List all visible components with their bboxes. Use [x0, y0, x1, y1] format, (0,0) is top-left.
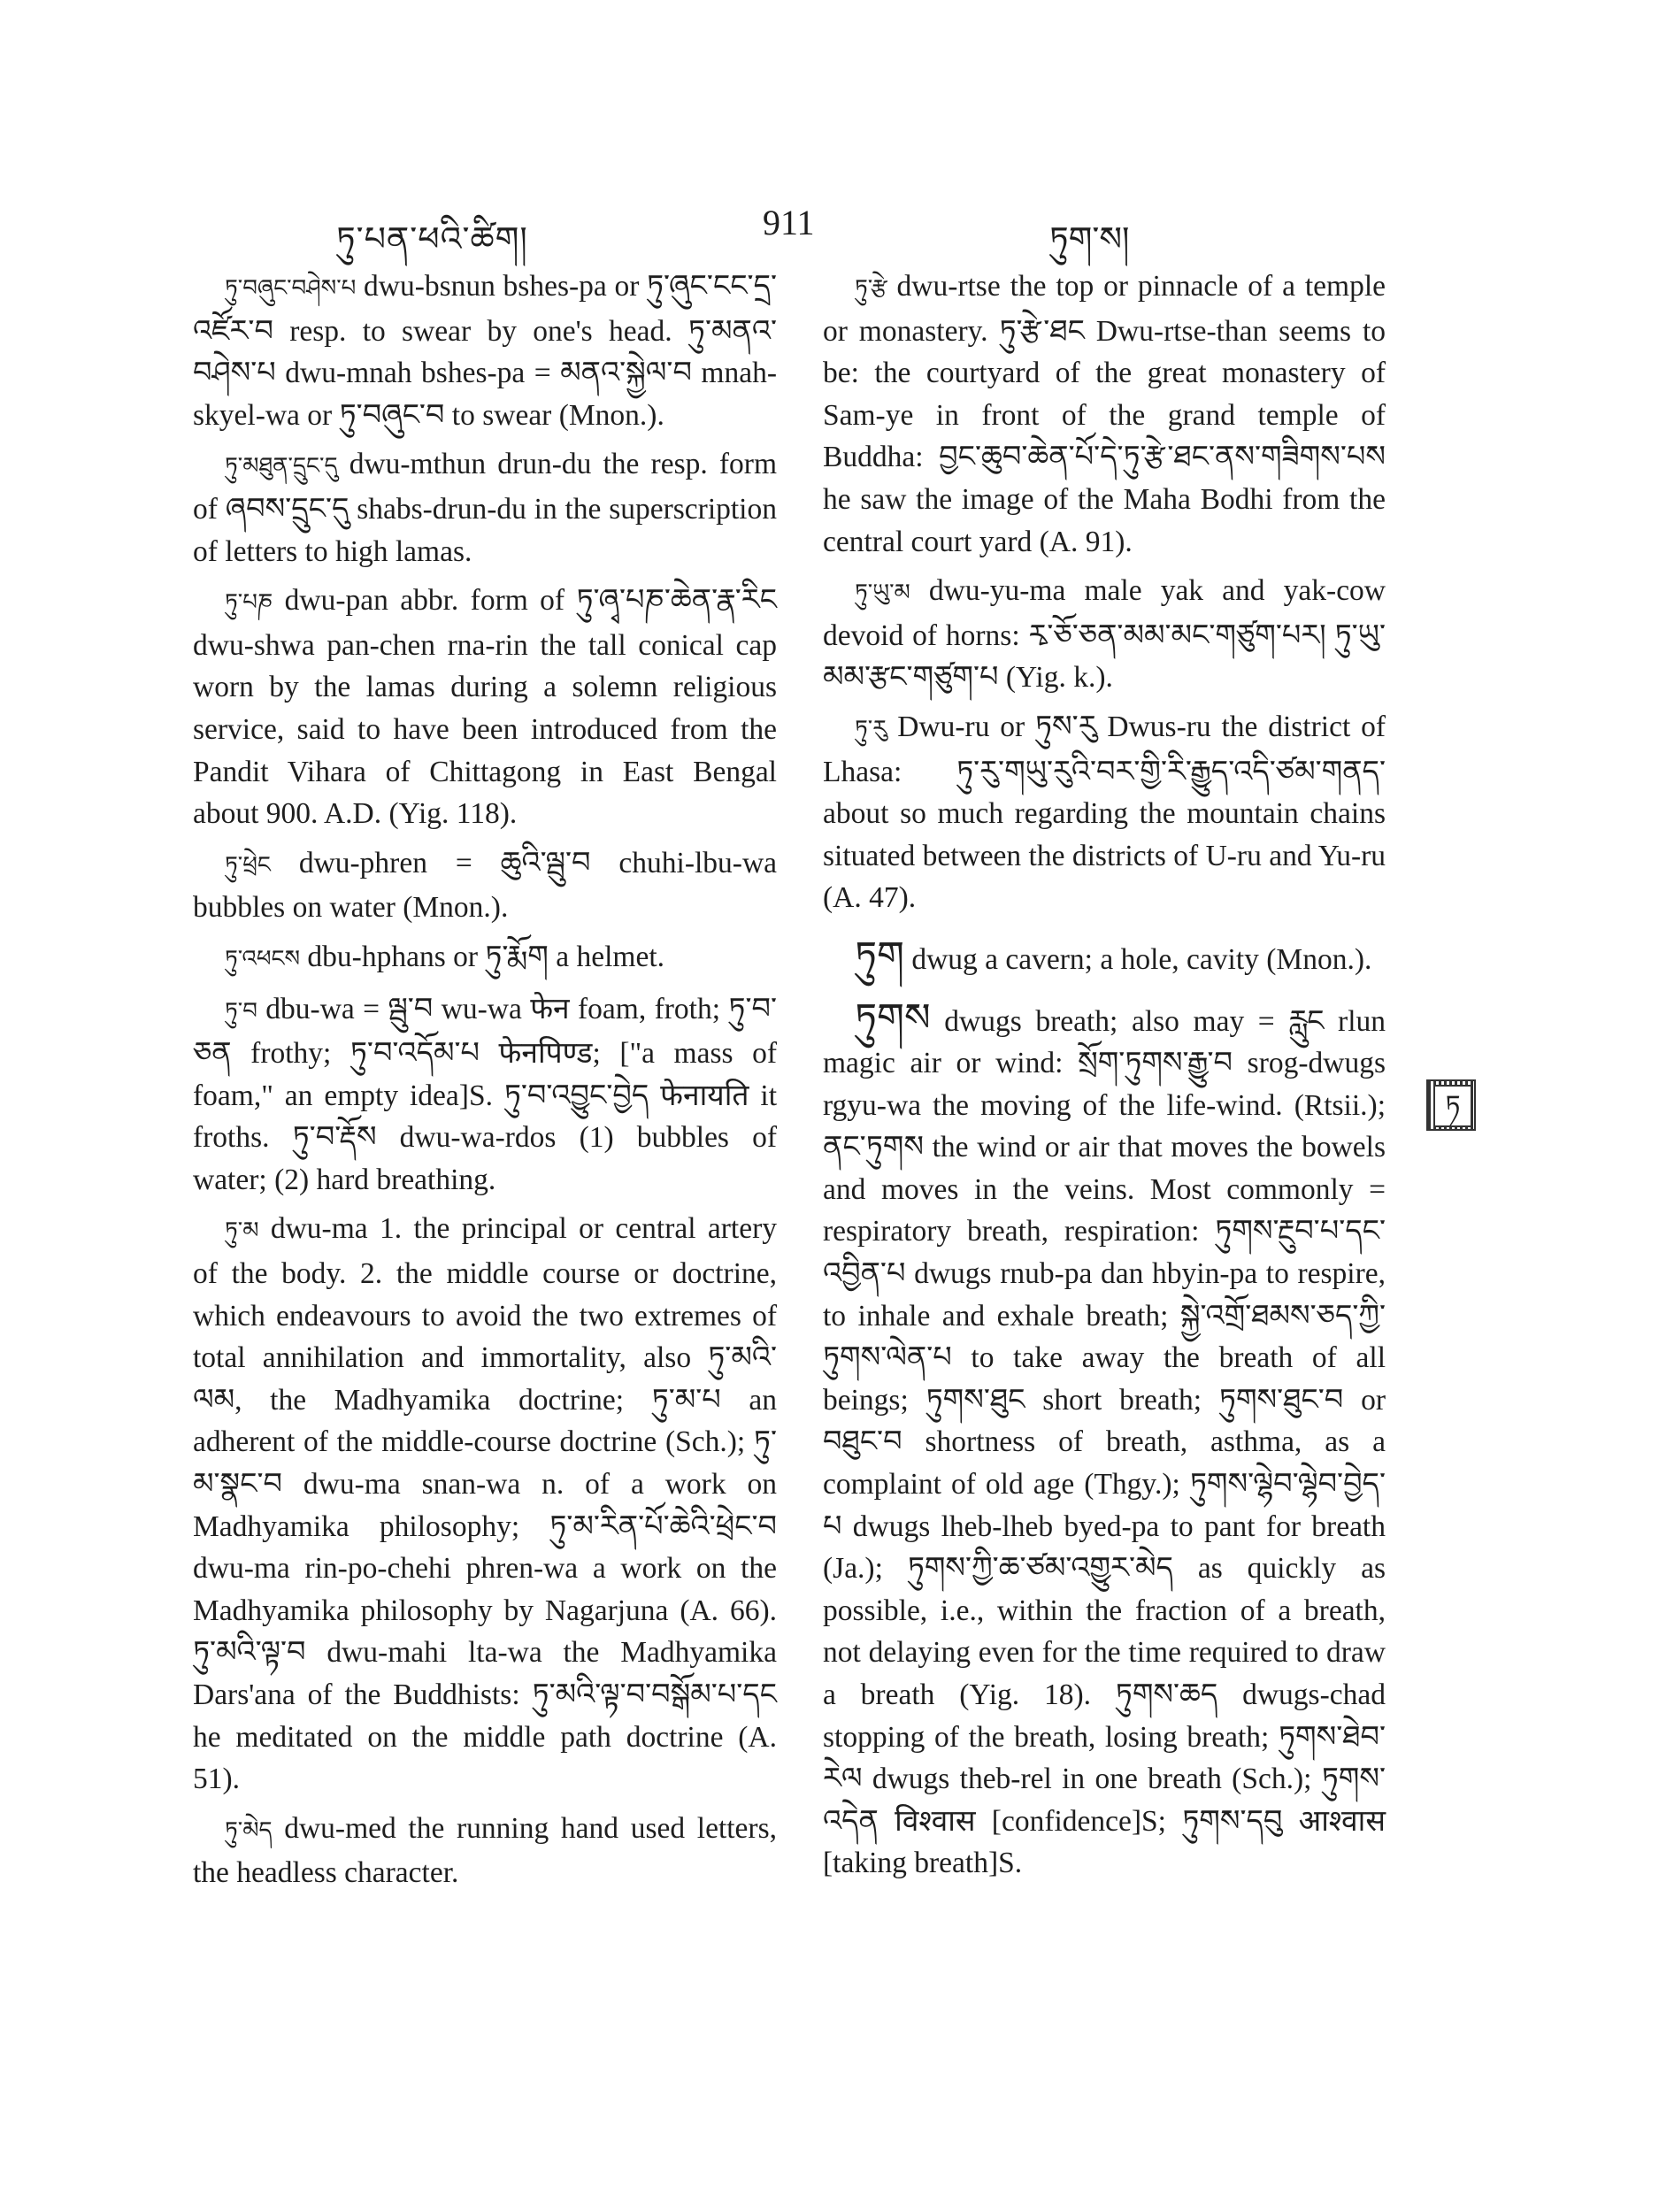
entry-text: Dwu-ru or ཏུས་རུ Dwus-ru the district of Lhasa: ཏུ་རུ་གཡུ་རུའི་བར་གྱི་རི་རྒྱུད་འདི་ཙམ་གནད་ about so much regarding the mountain chains situated between the districts of U-ru and Yu-ru (A. 47). — [823, 710, 1386, 915]
dictionary-entry — [823, 706, 1386, 919]
major-headword: ཏུགས — [855, 995, 931, 1041]
major-headword: ཏུག — [855, 933, 904, 979]
entry-text: dwug a cavern; a hole, cavity (Mnon.). — [911, 942, 1372, 976]
entry-text: dwu-bsnun bshes-pa or ཏུ་ཞུང་ངང་དྲ་འཛོར་བ resp. to swear by one's head. ཏུ་མནའ་བཤེས་པ dwu-mnah bshes-pa = མནའ་སྐྱེལ་བ mnah-skyel-wa or ཏུ་བཞུང་བ to swear (Mnon.). — [193, 270, 778, 432]
entry-text: dwu-rtse the top or pinnacle of a temple or monastery. ཏུ་རྩེ་ཐང Dwu-rtse-than seems to be: the courtyard of the great monastery of Sam-ye in front of the grand temple of Buddha: བྱང་ཆུབ་ཆེན་པོ་དེ་ཏུ་རྩེ་ཐང་ནས་གཟིགས་པས he saw the image of the Maha Bodhi from the central court yard (A. 91). — [823, 270, 1386, 558]
dictionary-entry — [823, 570, 1386, 699]
entry-text: dwugs breath; also may = རླུང rlun magic air or wind: སྲོག་ཏུགས་རྒྱུ་བ srog-dwugs rgyu-wa the moving of the life-wind. (Rtsii.); ནང་ཏུགས the wind or air that moves the bowels and moves in the veins. Most commonly = respiratory breath, respiration: ཏུགས་རྔུབ་པ་དང་འབྱིན་པ dwugs rnub-pa dan hbyin-pa to respire, to inhale and exhale breath; སྐྱེ་འགྲོ་ཐམས་ཅད་ཀྱི་ཏུགས་ལེན་པ to take away the breath of all beings; ཏུགས་ཐུང short breath; ཏུགས་ཐུང་བ or བཐུང་བ shortness of breath, asthma, as a complaint of old age (Thgy.); ཏུགས་ལྷེབ་ལྷེབ་བྱེད་པ dwugs lheb-lheb byed-pa to pant for breath (Ja.); ཏུགས་ཀྱི་ཆ་ཙམ་འགྱུར་མེད as quickly as possible, i.e., within the fraction of a breath, not delaying even for the time required to draw a breath (Yig. 18). ཏུགས་ཆད dwugs-chad stopping of the breath, losing breath; ཏུགས་ཐེབ་རེལ dwugs theb-rel in one breath (Sch.); ཏུགས་འདེན विश्वास [confidence]S; ཏུགས་དབུ आश्वास [taking breath]S. — [823, 1004, 1386, 1880]
entry-text: dwu-phren = ཆུའི་ལྦུ་བ chuhi-lbu-wa bubbles on water (Mnon.). — [193, 846, 777, 925]
entry-text: dbu-hphans or ཏུ་རྨོག a helmet. — [307, 940, 665, 973]
page-number: 911 — [763, 203, 815, 242]
headword: ཏུ་ཡུ་མ — [855, 580, 910, 607]
entry-text: dwu-med the running hand used letters, the headless character. — [193, 1811, 777, 1890]
headword: ཏུ་བཞུང་བཤེས་པ — [225, 275, 357, 302]
headword: ཏུ་མཐུན་དྲུང་དུ — [225, 453, 338, 480]
dictionary-entry — [193, 988, 777, 1202]
page-header — [0, 202, 1659, 258]
dictionary-entry — [193, 936, 777, 981]
entry-text: dwu-ma 1. the principal or central artery of the body. 2. the middle course or doctrine, which endeavours to avoid the two extremes of total annihilation and immortality, also ཏུ་མའི་ལམ, the Madhyamika doctrine; ཏུ་མ་པ an adherent of the middle-course doctrine (Sch.); ཏུ་མ་སྣང་བ dwu-ma snan-wa n. of a work on Madhyamika philosophy; ཏུ་མ་རིན་པོ་ཆེའི་ཕྲེང་བ dwu-ma rin-po-chehi phren-wa a work on the Madhyamika philosophy by Nagarjuna (A. 66). ཏུ་མའི་ལྟ་བ dwu-mahi lta-wa the Madhyamika Dars'ana of the Buddhists: ཏུ་མའི་ལྟ་བ་བསྒོམ་པ་དང he meditated on the middle path doctrine (A. 51). — [193, 1212, 778, 1796]
entry-text: dwu-pan abbr. form of ཏུ་ཞྭ་པཎ་ཆེན་རྣ་རིང dwu-shwa pan-chen rna-rin the tall conical cap worn by the lamas during a solemn religious service, said to have been introduced from the Pandit Vihara of Chittagong in East Bengal about 900. A.D. (Yig. 118). — [193, 584, 777, 831]
headword: ཏུ་པཎ — [225, 589, 273, 617]
right-column — [823, 265, 1386, 1892]
dictionary-entry — [823, 265, 1386, 563]
headword: ཏུ་རུ — [855, 715, 887, 742]
dictionary-entry — [193, 580, 777, 835]
thumb-index-letter: ཏ — [1433, 1085, 1472, 1127]
dictionary-entry — [193, 265, 777, 436]
entry-text: dwu-yu-ma male yak and yak-cow devoid of horns: རྭ་ཅོ་ཅན་མམ་མང་གཙུག་པར། ཏུ་ཡུ་མམ་རྩང་གཙུག་པ (Yig. k.). — [823, 574, 1386, 695]
left-column — [193, 265, 777, 1901]
header-left-guideword: ཏུ་པན་ཕའི་ཚིག། — [336, 219, 528, 258]
dictionary-entry-major — [823, 997, 1386, 1885]
header-right-guideword: ཏུག་ས། — [1049, 219, 1130, 258]
headword: ཏུ་མེད — [225, 1816, 273, 1844]
entry-text: dbu-wa = ལྦུ་བ wu-wa फेन foam, froth; ཏུ་བ་ཅན frothy; ཏུ་བ་འདོམ་པ फेनपिण्ड; ["a mass of foam," an empty idea]S. ཏུ་བ་འབྱུང་བྱེད फेनायति it froths. ཏུ་བ་རྡོས dwu-wa-rdos (1) bubbles of water; (2) hard breathing. — [193, 992, 777, 1196]
entry-text: dwu-mthun drun-du the resp. form of ཞབས་དྲུང་དུ shabs-drun-du in the superscription of letters to high lamas. — [193, 448, 777, 568]
headword: ཏུ་རྩེ — [855, 275, 887, 302]
thumb-index-marker — [1426, 1079, 1476, 1131]
headword: ཏུ་ཕྲེང — [225, 851, 271, 879]
dictionary-entry — [193, 443, 777, 572]
dictionary-entry — [193, 1808, 777, 1894]
dictionary-entry-major — [823, 935, 1386, 981]
headword: ཏུ་བ — [225, 997, 257, 1025]
dictionary-entry — [193, 1208, 777, 1800]
dictionary-entry — [193, 842, 777, 929]
headword: ཏུ་མ — [225, 1217, 259, 1245]
headword: ཏུ་འཕངས — [225, 945, 301, 972]
